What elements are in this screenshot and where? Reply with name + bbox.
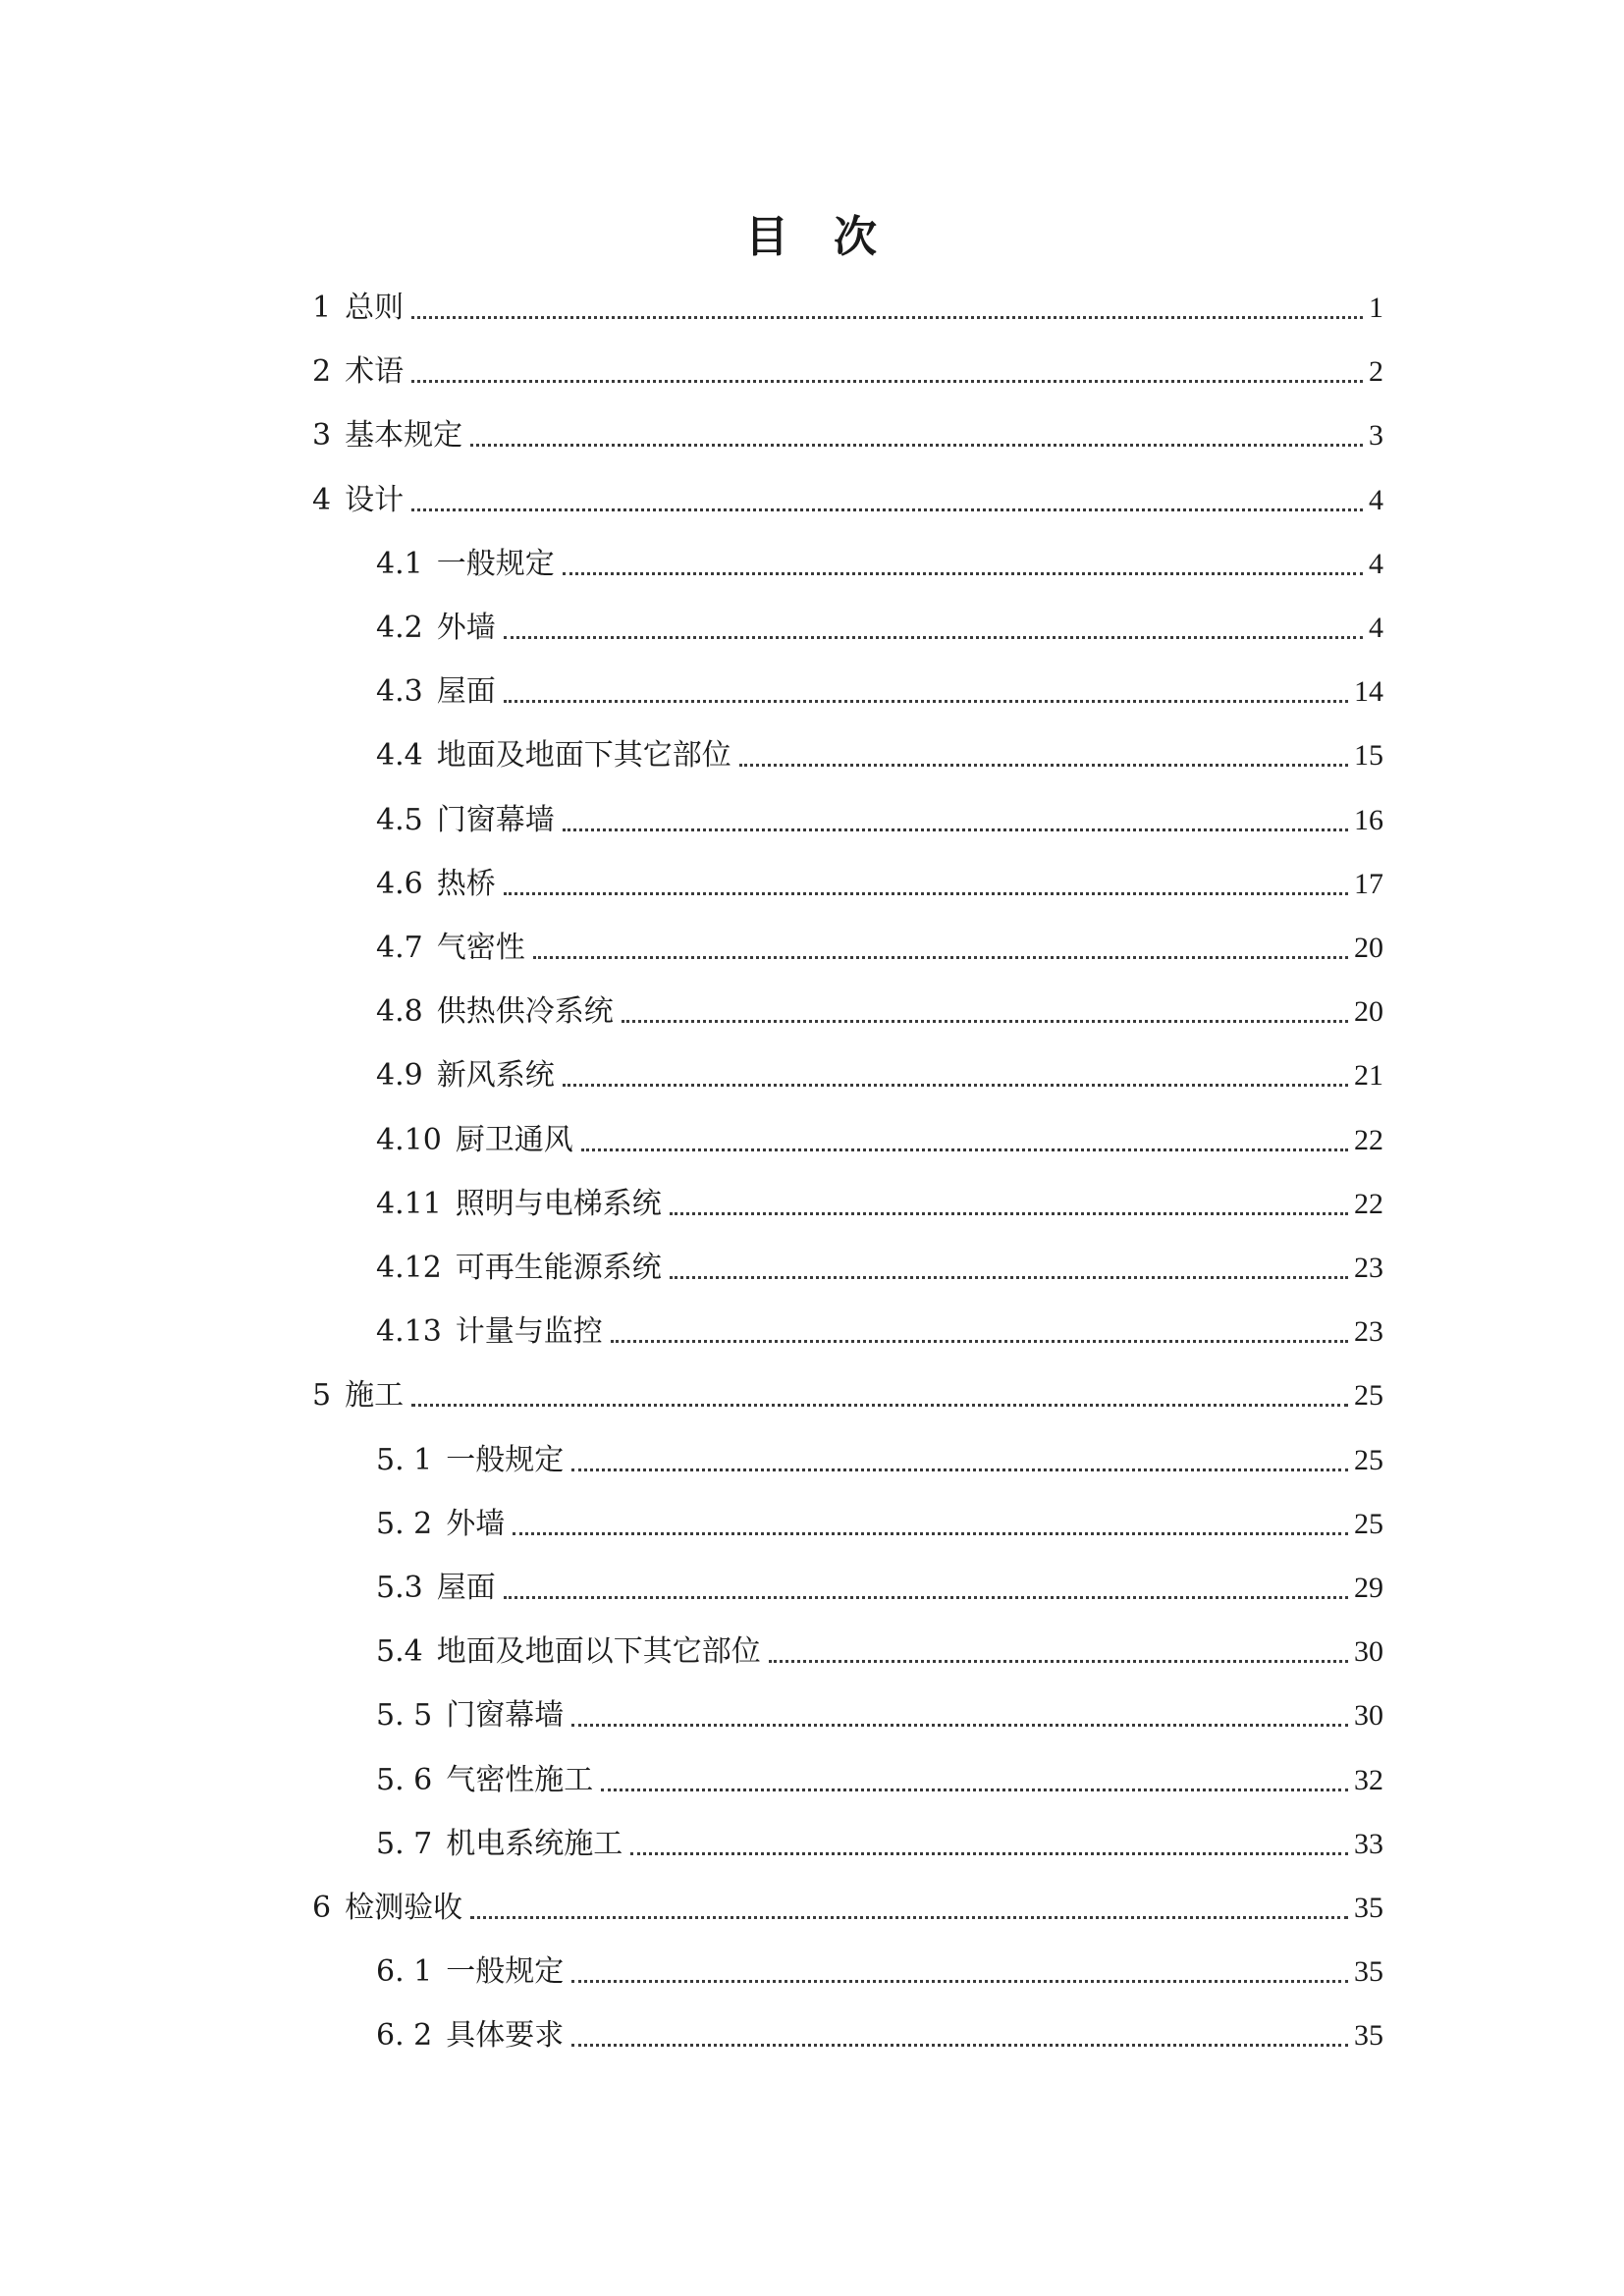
toc-entry-page-number: 4 <box>1369 612 1383 644</box>
toc-entry-page-number: 22 <box>1354 1123 1383 1156</box>
toc-dot-leader <box>470 443 1363 447</box>
toc-entry-number: 4.4 <box>376 738 423 774</box>
toc-dot-leader <box>601 1788 1348 1791</box>
toc-entry-page-number: 35 <box>1354 1955 1383 1989</box>
toc-entry-page-number: 2 <box>1369 355 1383 389</box>
toc-entry[interactable] <box>376 861 1383 904</box>
toc-entry-page-number: 23 <box>1354 1252 1383 1284</box>
toc-entry-page-number: 16 <box>1354 803 1383 836</box>
toc-entry-title: 照明与电梯系统 <box>455 1186 662 1221</box>
toc-entry-title: 可再生能源系统 <box>455 1251 662 1285</box>
toc-entry-page-number: 20 <box>1354 932 1383 964</box>
toc-dot-leader <box>504 1595 1348 1599</box>
toc-entry[interactable] <box>376 1757 1383 1800</box>
toc-dot-leader <box>670 1211 1348 1215</box>
toc-entry-title: 一般规定 <box>436 546 555 581</box>
toc-dot-leader <box>571 1979 1348 1983</box>
toc-entry-page-number: 30 <box>1354 1635 1383 1669</box>
toc-entry-number: 2 <box>312 354 332 390</box>
toc-dot-leader <box>581 1148 1348 1151</box>
toc-entry-number: 1 <box>312 291 332 325</box>
toc-entry-page-number: 29 <box>1354 1572 1383 1604</box>
toc-entry[interactable] <box>376 732 1383 775</box>
toc-entry-page-number: 25 <box>1354 1379 1383 1413</box>
toc-dot-leader <box>611 1339 1348 1343</box>
toc-entry-page-number: 30 <box>1354 1699 1383 1733</box>
toc-entry[interactable] <box>312 1885 1383 1928</box>
toc-dot-leader <box>470 1915 1348 1919</box>
toc-entry-title: 外墙 <box>446 1506 506 1541</box>
toc-entry-page-number: 35 <box>1354 1892 1383 1924</box>
toc-dot-leader <box>571 1723 1348 1727</box>
toc-entry-number: 6. 2 <box>376 2018 433 2054</box>
toc-entry-number: 4.5 <box>376 802 423 837</box>
toc-dot-leader <box>670 1275 1348 1279</box>
toc-entry-title: 一般规定 <box>446 1954 565 1990</box>
toc-entry-page-number: 14 <box>1354 675 1383 709</box>
toc-entry-number: 4.7 <box>376 931 423 965</box>
toc-entry-title: 设计 <box>345 482 405 517</box>
toc-entry-title: 门窗幕墙 <box>436 802 555 837</box>
toc-entry-number: 3 <box>312 418 332 454</box>
toc-entry-page-number: 4 <box>1369 483 1383 516</box>
toc-entry-title: 屋面 <box>436 674 496 710</box>
toc-dot-leader <box>622 1019 1348 1023</box>
toc-entry[interactable] <box>376 1949 1383 1992</box>
toc-entry[interactable] <box>376 988 1383 1032</box>
toc-entry[interactable] <box>376 668 1383 712</box>
toc-dot-leader <box>563 1083 1348 1087</box>
toc-entry-page-number: 25 <box>1354 1443 1383 1476</box>
toc-dot-leader <box>411 315 1363 319</box>
toc-entry-title: 屋面 <box>436 1571 496 1605</box>
toc-entry-number: 5 <box>312 1378 332 1414</box>
toc-entry-title: 具体要求 <box>446 2018 565 2054</box>
toc-entry-number: 4.6 <box>376 866 423 901</box>
toc-entry[interactable] <box>312 477 1383 520</box>
toc-entry[interactable] <box>376 605 1383 648</box>
toc-entry-title: 地面及地面下其它部位 <box>436 738 731 774</box>
toc-entry-title: 气密性施工 <box>446 1762 594 1797</box>
toc-entry[interactable] <box>312 348 1383 392</box>
toc-entry-number: 4.12 <box>376 1251 442 1285</box>
toc-entry-number: 5. 2 <box>376 1506 433 1541</box>
toc-entry-title: 总则 <box>345 291 405 325</box>
toc-entry-title: 地面及地面以下其它部位 <box>436 1634 761 1670</box>
toc-entry-page-number: 23 <box>1354 1315 1383 1349</box>
toc-entry-number: 4.13 <box>376 1314 442 1350</box>
toc-dot-leader <box>513 1531 1348 1535</box>
toc-entry-title: 一般规定 <box>446 1442 565 1477</box>
toc-entry-title: 新风系统 <box>436 1058 555 1094</box>
toc-entry-number: 6 <box>312 1891 332 1925</box>
toc-entry-title: 检测验收 <box>345 1891 463 1925</box>
page-title-char-2: 次 <box>834 212 879 262</box>
toc-entry-number: 5. 1 <box>376 1442 433 1477</box>
toc-entry-number: 5. 6 <box>376 1762 433 1797</box>
toc-dot-leader <box>504 891 1348 895</box>
toc-entry[interactable] <box>312 285 1383 328</box>
toc-entry-title: 外墙 <box>436 611 496 645</box>
toc-entry-page-number: 3 <box>1369 419 1383 453</box>
toc-dot-leader <box>571 1468 1348 1471</box>
toc-entry[interactable] <box>376 1308 1383 1352</box>
toc-entry-number: 4.10 <box>376 1122 442 1157</box>
toc-entry[interactable] <box>376 1821 1383 1864</box>
toc-dot-leader <box>533 955 1348 959</box>
toc-entry-page-number: 21 <box>1354 1059 1383 1093</box>
toc-entry[interactable] <box>376 1117 1383 1160</box>
toc-entry-page-number: 17 <box>1354 867 1383 900</box>
toc-dot-leader <box>411 507 1363 511</box>
toc-dot-leader <box>411 379 1363 383</box>
page-title-char-1: 目 <box>745 212 790 262</box>
toc-entry[interactable] <box>376 797 1383 840</box>
toc-entry-title: 门窗幕墙 <box>446 1698 565 1734</box>
toc-entry-page-number: 4 <box>1369 547 1383 580</box>
toc-entry-page-number: 15 <box>1354 739 1383 773</box>
toc-entry-page-number: 1 <box>1369 292 1383 324</box>
toc-dot-leader <box>563 828 1348 831</box>
toc-entry-number: 4.1 <box>376 546 423 581</box>
toc-entry[interactable] <box>312 412 1383 455</box>
toc-entry-page-number: 32 <box>1354 1763 1383 1796</box>
toc-entry-title: 术语 <box>345 354 405 390</box>
toc-dot-leader <box>504 699 1348 703</box>
toc-entry-number: 4.8 <box>376 994 423 1030</box>
toc-entry-title: 气密性 <box>436 931 525 965</box>
toc-entry-number: 5.4 <box>376 1634 423 1670</box>
toc-entry-title: 基本规定 <box>345 418 463 454</box>
toc-entry-number: 4.11 <box>376 1186 442 1221</box>
toc-entry-title: 热桥 <box>436 866 496 901</box>
toc-entry-title: 供热供冷系统 <box>436 994 614 1030</box>
toc-entry[interactable] <box>376 1629 1383 1672</box>
toc-dot-leader <box>630 1851 1348 1855</box>
toc-entry[interactable] <box>376 1437 1383 1480</box>
toc-entry-number: 4 <box>312 482 332 517</box>
toc-dot-leader <box>504 635 1363 639</box>
toc-entry-number: 6. 1 <box>376 1954 433 1990</box>
toc-entry[interactable] <box>312 1372 1383 1415</box>
toc-entry-page-number: 33 <box>1354 1827 1383 1860</box>
toc-entry-number: 5. 5 <box>376 1698 433 1734</box>
toc-entry-number: 5. 7 <box>376 1826 433 1861</box>
toc-entry-title: 计量与监控 <box>455 1314 603 1350</box>
toc-entry-number: 4.2 <box>376 611 423 645</box>
toc-entry-title: 厨卫通风 <box>455 1122 573 1157</box>
toc-entry-page-number: 25 <box>1354 1507 1383 1540</box>
toc-entry-number: 4.3 <box>376 674 423 710</box>
toc-entry[interactable] <box>376 1692 1383 1735</box>
toc-entry[interactable] <box>376 1181 1383 1224</box>
toc-entry-page-number: 20 <box>1354 995 1383 1029</box>
toc-entry-number: 4.9 <box>376 1058 423 1094</box>
toc-entry-page-number: 35 <box>1354 2019 1383 2053</box>
toc-entry[interactable] <box>376 2012 1383 2056</box>
toc-dot-leader <box>411 1403 1348 1407</box>
toc-entry-title: 机电系统施工 <box>446 1826 623 1861</box>
toc-entry[interactable] <box>376 1245 1383 1288</box>
toc-entry[interactable] <box>376 1052 1383 1095</box>
toc-entry-title: 施工 <box>345 1378 405 1414</box>
toc-entry-number: 5.3 <box>376 1571 423 1605</box>
toc-entry[interactable] <box>376 1501 1383 1544</box>
toc-dot-leader <box>769 1659 1348 1663</box>
toc-entry[interactable] <box>376 1565 1383 1608</box>
toc-dot-leader <box>739 763 1348 767</box>
toc-dot-leader <box>571 2043 1348 2047</box>
toc-dot-leader <box>563 571 1363 575</box>
toc-entry[interactable] <box>376 925 1383 968</box>
toc-entry-page-number: 22 <box>1354 1187 1383 1220</box>
toc-entry[interactable] <box>376 541 1383 584</box>
